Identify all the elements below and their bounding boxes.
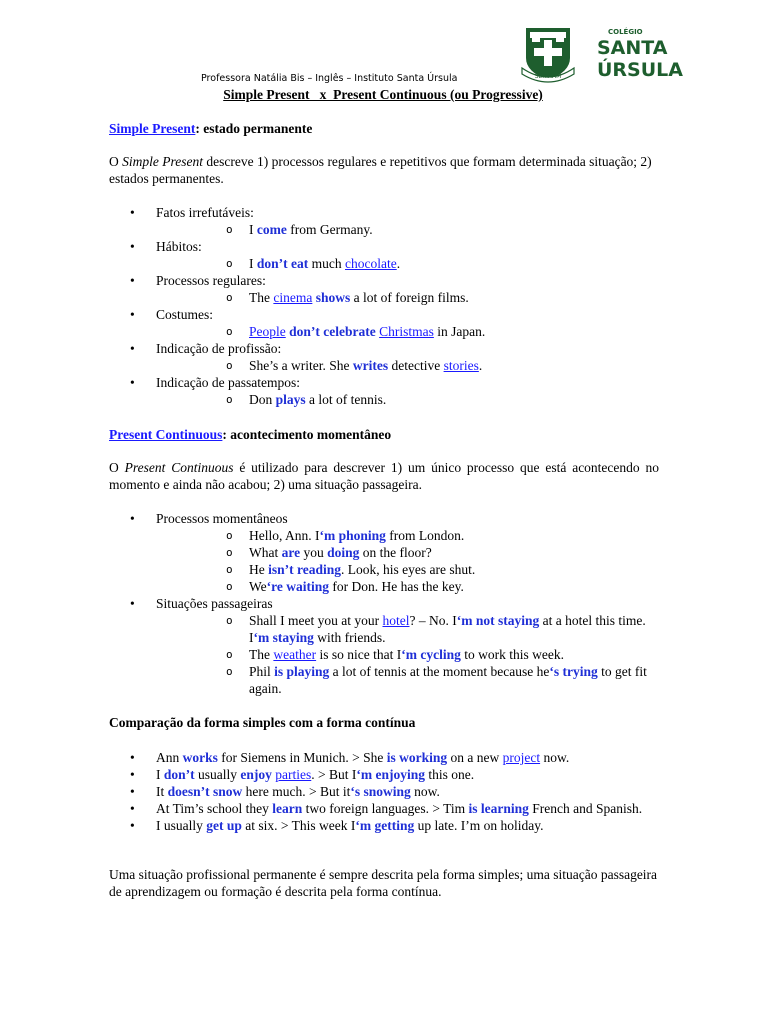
text-segment: in Japan. bbox=[433, 324, 486, 339]
text-segment: up late. I’m on holiday. bbox=[414, 818, 544, 833]
text-segment: two foreign languages. > Tim bbox=[302, 801, 469, 816]
heading-link[interactable]: Present Continuous bbox=[109, 427, 223, 442]
example-item bbox=[156, 561, 659, 578]
text-segment: I bbox=[156, 767, 164, 782]
bullet-list-comparison bbox=[109, 749, 659, 834]
text-segment: I usually bbox=[156, 818, 207, 833]
text-segment: a lot of tennis at the moment because he bbox=[329, 664, 550, 679]
heading-rest: : estado permanente bbox=[195, 121, 313, 136]
heading-link[interactable]: Simple Present bbox=[109, 121, 196, 136]
word-link[interactable]: cinema bbox=[273, 290, 313, 305]
text-segment: now. bbox=[540, 750, 570, 765]
bullet-label: Fatos irrefutáveis: bbox=[156, 205, 254, 220]
bullet-label: Indicação de profissão: bbox=[156, 341, 282, 356]
bullet-label: Costumes: bbox=[156, 307, 214, 322]
text-segment: now. bbox=[410, 784, 440, 799]
list-item bbox=[109, 272, 659, 306]
text-segment: detective bbox=[388, 358, 444, 373]
intro-term: Simple Present bbox=[122, 154, 203, 169]
list-item bbox=[109, 374, 659, 408]
highlighted-verb: doing bbox=[327, 545, 360, 560]
text-segment: from Germany. bbox=[286, 222, 373, 237]
example-item bbox=[156, 255, 659, 272]
word-link[interactable]: chocolate bbox=[345, 256, 397, 271]
text-segment: to work this week. bbox=[460, 647, 564, 662]
text-segment: on a new bbox=[447, 750, 503, 765]
bullet-list-simple-present bbox=[109, 204, 659, 408]
highlighted-verb: don’t bbox=[163, 767, 195, 782]
section-heading-simple-present bbox=[109, 120, 659, 137]
highlighted-verb: doesn’t snow bbox=[167, 784, 243, 799]
text-segment: is so nice that I bbox=[316, 647, 402, 662]
logo-line2: ÚRSULA bbox=[597, 59, 683, 81]
list-item bbox=[109, 817, 659, 834]
heading-rest: : acontecimento momentâneo bbox=[222, 427, 392, 442]
intro-paragraph bbox=[109, 153, 659, 187]
highlighted-verb: plays bbox=[275, 392, 306, 407]
highlighted-verb: works bbox=[182, 750, 218, 765]
text-segment: much bbox=[308, 256, 345, 271]
page-title: Simple Present x Present Continuous (ou Progressive) bbox=[223, 87, 543, 102]
highlighted-verb: ‘s snowing bbox=[350, 784, 411, 799]
example-item bbox=[156, 527, 659, 544]
list-item bbox=[109, 800, 659, 817]
highlighted-verb: isn’t reading bbox=[268, 562, 342, 577]
intro-text: O bbox=[109, 154, 123, 169]
example-item bbox=[156, 663, 659, 697]
section-heading-comparison: Comparação da forma simples com a forma contínua bbox=[109, 715, 416, 730]
text-segment: . Look, his eyes are shut. bbox=[341, 562, 476, 577]
highlighted-verb: writes bbox=[352, 358, 389, 373]
list-item bbox=[109, 340, 659, 374]
text-segment: . bbox=[478, 358, 483, 373]
text-segment: you bbox=[300, 545, 328, 560]
word-link[interactable]: stories bbox=[443, 358, 479, 373]
list-item bbox=[109, 306, 659, 340]
list-item bbox=[109, 783, 659, 800]
logo-top: COLÉGIO bbox=[608, 28, 643, 36]
highlighted-verb: don’t celebrate bbox=[289, 324, 376, 339]
example-item bbox=[156, 289, 659, 306]
text-segment: to get fit again. bbox=[249, 664, 647, 696]
word-link[interactable]: Christmas bbox=[379, 324, 434, 339]
bullet-list-present-continuous bbox=[109, 510, 659, 697]
author-line: Professora Natália Bis – Inglês – Instituto Santa Úrsula bbox=[201, 73, 458, 84]
text-segment: é utilizado para descrever 1) um único processo que está acontecendo no momento e ainda não acabou; 2) uma situação passageira. bbox=[109, 460, 660, 492]
word-link[interactable]: project bbox=[502, 750, 541, 765]
text-segment: at six. > This week I bbox=[241, 818, 356, 833]
word-link[interactable]: hotel bbox=[382, 613, 410, 628]
word-link[interactable]: parties bbox=[275, 767, 312, 782]
section-heading-present-continuous bbox=[109, 426, 659, 443]
school-logo bbox=[520, 24, 683, 86]
intro-text: descreve 1) processos regulares e repetitivos que formam determinada situação; 2) estados permanentes. bbox=[109, 154, 652, 186]
text-segment: here much. > But it bbox=[242, 784, 351, 799]
text-segment: What bbox=[249, 545, 282, 560]
example-item bbox=[156, 221, 659, 238]
bullet-label: Processos regulares: bbox=[156, 273, 266, 288]
intro-paragraph bbox=[109, 459, 659, 493]
highlighted-verb: is learning bbox=[468, 801, 529, 816]
example-item bbox=[156, 391, 659, 408]
text-segment: Shall I meet you at your bbox=[249, 613, 383, 628]
text-segment: Ann bbox=[156, 750, 183, 765]
text-segment: The bbox=[249, 290, 274, 305]
text-segment: usually bbox=[194, 767, 241, 782]
text-segment: Hello, Ann. I bbox=[249, 528, 320, 543]
highlighted-verb: are bbox=[281, 545, 301, 560]
text-segment: Present Continuous bbox=[124, 460, 234, 475]
bullet-label: Situações passageiras bbox=[156, 596, 273, 611]
shield-cross-icon bbox=[520, 24, 683, 86]
example-item bbox=[156, 357, 659, 374]
text-segment: It bbox=[156, 784, 168, 799]
highlighted-verb: is playing bbox=[274, 664, 330, 679]
text-segment: for Siemens in Munich. > She bbox=[217, 750, 387, 765]
highlighted-verb: ‘m not staying bbox=[456, 613, 540, 628]
text-segment: Phil bbox=[249, 664, 275, 679]
highlighted-verb: ‘m cycling bbox=[401, 647, 461, 662]
word-link[interactable]: weather bbox=[273, 647, 317, 662]
list-item bbox=[109, 766, 659, 783]
text-segment: I bbox=[249, 256, 257, 271]
conclusion-paragraph: Uma situação profissional permanente é sempre descrita pela forma simples; uma situação passageira de aprendizagem ou formação é descrita pela forma contínua. bbox=[109, 867, 658, 899]
text-segment: on the floor? bbox=[359, 545, 432, 560]
example-item bbox=[156, 323, 659, 340]
text-segment: ? – No. I bbox=[409, 613, 457, 628]
bullet-label: Processos momentâneos bbox=[156, 511, 288, 526]
list-item bbox=[109, 749, 659, 766]
list-item bbox=[109, 238, 659, 272]
highlighted-verb: learn bbox=[272, 801, 303, 816]
highlighted-verb: enjoy bbox=[240, 767, 272, 782]
text-segment: a lot of foreign films. bbox=[350, 290, 469, 305]
highlighted-verb: come bbox=[256, 222, 287, 237]
text-segment: O bbox=[109, 460, 125, 475]
highlighted-verb: ‘re waiting bbox=[266, 579, 330, 594]
bullet-label: Indicação de passatempos: bbox=[156, 375, 300, 390]
highlighted-verb: ‘m enjoying bbox=[356, 767, 426, 782]
highlighted-verb: ‘m staying bbox=[253, 630, 314, 645]
highlighted-verb: shows bbox=[315, 290, 351, 305]
text-segment: He bbox=[249, 562, 269, 577]
bullet-label: Hábitos: bbox=[156, 239, 202, 254]
example-item bbox=[156, 612, 659, 646]
text-segment: We bbox=[249, 579, 267, 594]
logo-motto: SERVIAM bbox=[534, 73, 562, 80]
list-item bbox=[109, 510, 659, 595]
text-segment: I bbox=[249, 222, 257, 237]
highlighted-verb: don’t eat bbox=[256, 256, 309, 271]
highlighted-verb: ‘m getting bbox=[355, 818, 415, 833]
text-segment: at a hotel this time. I bbox=[249, 613, 646, 645]
example-item bbox=[156, 646, 659, 663]
text-segment: She’s a writer. She bbox=[249, 358, 353, 373]
text-segment: from London. bbox=[385, 528, 465, 543]
text-segment: . > But I bbox=[311, 767, 357, 782]
example-item bbox=[156, 578, 659, 595]
text-segment: . bbox=[396, 256, 401, 271]
list-item bbox=[109, 204, 659, 238]
text-segment: Don bbox=[249, 392, 276, 407]
word-link[interactable]: People bbox=[249, 324, 286, 339]
highlighted-verb: ‘m phoning bbox=[319, 528, 386, 543]
text-segment: a lot of tennis. bbox=[305, 392, 387, 407]
highlighted-verb: ‘s trying bbox=[549, 664, 598, 679]
highlighted-verb: is working bbox=[386, 750, 448, 765]
list-item bbox=[109, 595, 659, 697]
text-segment: for Don. He has the key. bbox=[329, 579, 464, 594]
text-segment: this one. bbox=[425, 767, 475, 782]
text-segment: The bbox=[249, 647, 274, 662]
text-segment: At Tim’s school they bbox=[156, 801, 273, 816]
logo-line1: SANTA bbox=[597, 37, 668, 59]
text-segment: French and Spanish. bbox=[528, 801, 643, 816]
highlighted-verb: get up bbox=[206, 818, 242, 833]
text-segment: with friends. bbox=[313, 630, 386, 645]
example-item bbox=[156, 544, 659, 561]
